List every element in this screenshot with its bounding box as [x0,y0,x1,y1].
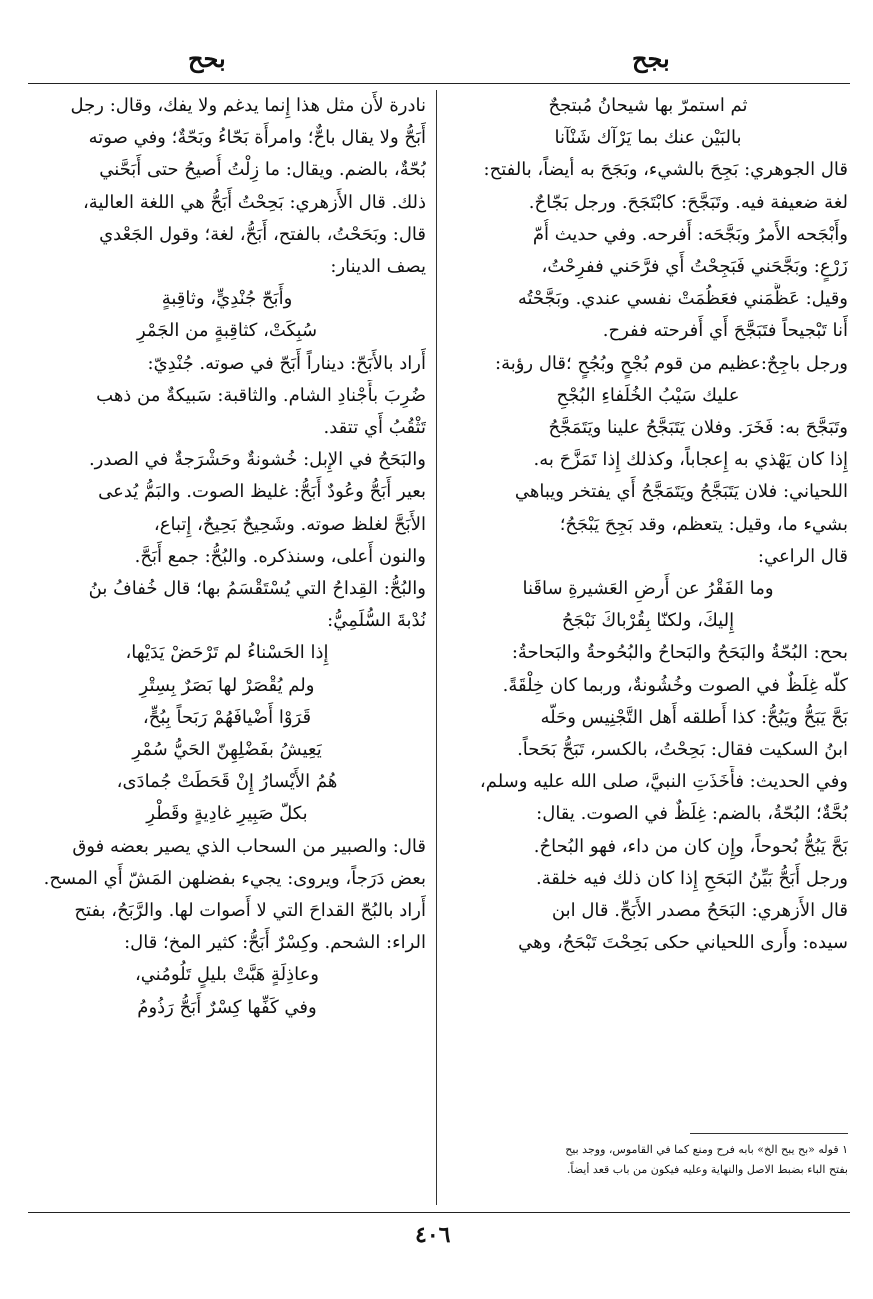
text-line: بُحَّةٌ؛ البُحّةُ، بالضم: غِلَظٌ في الصوت. يقال: [536,803,848,825]
entry-start-line: بحح: البُحّةُ والبَحَحُ والبَحاحُ والبُحُوحةُ والبَحاحةُ: [511,642,848,664]
footnote-rule [690,1133,848,1134]
verse-line: وما الفَقْرُ عن أَرضِ العَشيرةِ ساقَنا [522,578,774,600]
text-line: قال: وبَحَحْتُ، بالفتح، أَبَحُّ، لغة؛ وقول الجَعْدي [99,223,426,245]
footnote-line: بفتح الباء بضبط الاصل والنهاية وعليه فيكون من باب قعد أيضاً. [566,1163,848,1176]
verse-line: بالبَيْن عنك بما يَرْآك شَنْآنا [554,127,742,149]
text-line: ذلك. قال الأَزهري: بَحِحْتُ أَبَحُّ هي اللغة العالية، [82,191,426,213]
verse-line: إِذا الحَسْناءُ لم تَرْحَضْ يَدَيْها، [125,642,329,664]
text-line: ورجل باجِحٌ:عظيم من قوم بُجْحٍ وبُجُحٍ ؛قال رؤبة: [495,352,848,374]
text-line: بَحَّ يَبُحُّ بُحوحاً، وإِن كان من داء، فهو البُحاحُ. [533,835,848,857]
text-line: اللحياني: فلان يَتَبَجَّحُ ويَتَمَجَّحُ أَي يفتخر ويباهي [514,481,848,503]
text-line: وأَبْجَحه الأَمرُ وبَجَّحَه: أَفرحه. وفي حديث أُمّ [532,223,848,245]
text-line: الراء: الشحم. وكِسْرٌ أَبَحُّ: كثير المخ؛ قال: [124,932,426,954]
text-line: زَرْعٍ: وبَجَّحَني فَبَجِحْتُ أَي فرَّحَني ففرِحْتُ، [541,256,848,278]
text-line: ابنُ السكيت فقال: بَحِحْتُ، بالكسر، تَبَحُّ بَحَحاً. [517,739,848,761]
verse-line: وفي كَفِّها كِسْرٌ أَبَحُّ رَذُومُ [137,996,317,1018]
footer-rule [28,1212,850,1213]
text-line: تَثْقُبُ أَي تتقد. [323,417,426,439]
text-line: إِذا كان يَهْذي به إِعجاباً، وكذلك إِذا تَمَزَّحَ به. [533,449,848,471]
text-line: ورجل أَبَحُّ بَيِّنُ البَحَحِ إِذا كان ذلك فيه خلقة. [535,867,848,889]
text-line: وفي الحديث: فأَخَذَتِ النبيَّ، صلى الله عليه وسلم، [479,771,848,793]
text-line: بشيء ما، وقيل: يتعظم، وقد بَجِحَ يَبْجَحُ؛ [559,513,848,535]
verse-line: إِليكَ، ولكنّا بِقُرْباكَ نَبْجَحُ [561,610,735,632]
verse-line: عليك سَيْبُ الخُلَفاءِ البُجْحِ [556,384,740,406]
text-line: نادرة لأَن مثل هذا إِنما يدغم ولا يفك، وقال: رجل [70,95,426,116]
text-line: بعض دَرَجاً، ويروى: يجيء بفضلهن المَشّ أَي المسح. [43,867,426,889]
text-line: والنون أَعلى، وسنذكره. والبُحُّ: جمع أَبَحَّ. [134,545,426,567]
verse-line: بكلّ صَبِيرِ غادِيةٍ وقَطْرِ [146,803,308,825]
column-divider [436,90,437,1205]
page-number: ٤٠٦ [415,1222,451,1248]
text-line: يصف الدينار: [330,256,426,278]
text-line: بُحّةٌ، بالضم. ويقال: ما زِلْتُ أُصيحُ حتى أَبَحَّني [99,159,426,181]
headword-left: بحح [188,44,226,73]
text-line: بَحَّ يَبَحُّ ويَبُحُّ: كذا أَطلقه أَهل التَّجْنِيس وحَلّه [540,706,848,728]
right-column [448,90,848,1205]
text-line: أَبَحُّ ولا يقال باحٌّ؛ وامرأَة بَحّاءُ وبَحّةٌ؛ وفي صوته [88,127,426,149]
text-line: والبُحُّ: القِداحُ التي يُسْتَقْسَمُ بها؛ قال خُفافُ بنُ [88,578,426,600]
text-line: سيده: وأَرى اللحياني حكى بَحِحْتَ تَبْحَحُ، وهي [518,932,848,954]
text-line: وقيل: عَظَّمَني فعَظُمَتْ نفسي عندي. وبَجَّحْتُه [517,288,848,310]
text-line: قال الجوهري: بَجِحَ بالشيء، وبَجَحَ به أيضاً، بالفتح: [483,159,848,181]
text-line: نُدْبةَ السُّلَمِيُّ: [327,610,426,632]
text-line: أَراد بالأَبَحّ: ديناراً أَبَحّ في صوته. جُنْدِيّ: [147,352,426,374]
text-line: أَنا تَبْجيحاً فتَبَجَّحَ أَي أَفرحته ففرح. [602,320,848,342]
text-line: ضُرِبَ بأَجْنادِ الشام. والثاقبة: سَبيكةٌ من ذهب [96,384,426,406]
verse-line: ولم يُقْصَرْ لها بَصَرٌ بِسِتْرِ [139,674,315,696]
verse-line: سُبِكَتْ، كثاقِبةٍ من الجَمْرِ [136,320,318,342]
verse-line: وأَبَحّ جُنْدِيٍّ، وثاقِبةٍ [161,288,293,310]
text-line: قال: والصبير من السحاب الذي يصير بعضه فوق [72,835,426,857]
headword-right: بجح [632,44,670,73]
text-line: قال الأَزهري: البَحَحُ مصدر الأَبَحِّ. قال ابن [551,900,848,922]
verse-line: قَرَوْا أَضْيافَهُمْ رَبَحاً بِبُحٍّ، [142,706,312,728]
text-line: بعير أَبَحُّ وعُودٌ أَبَحُّ: غليظ الصوت. والبَمُّ يُدعى [98,481,426,503]
text-line: لغة ضعيفة فيه. وتَبَجَّحَ: كابْتَجَحَ. ورجل بَجّاحٌ. [528,191,848,213]
text-line: الأَبَحَّ لغلظ صوته. وشَحِيحٌ بَحِيحٌ، إِتباع، [153,513,426,535]
left-column [28,90,426,1205]
header-rule [28,83,850,84]
verse-line: ثم استمرّ بها شيحانُ مُبتجحٌ [548,95,748,116]
text-line: والبَحَحُ في الإِبل: خُشونةٌ وحَشْرَجةٌ في الصدر. [88,449,426,471]
verse-line: وعاذِلَةٍ هَبَّتْ بليلٍ تَلُومُني، [134,964,320,986]
footnote [448,1140,848,1180]
text-line: كلّه غِلَظٌ في الصوت وخُشُونةٌ، وربما كان خِلْقَةً. [502,674,848,696]
text-line: قال الراعي: [757,545,848,567]
text-line: وتَبَجَّحَ به: فَخَرَ. وفلان يَتَبَجَّحُ علينا ويَتَمَجَّحُ [548,417,848,439]
text-line: أَراد بالبُحّ القداحَ التي لا أَصوات لها. والرَّبَحُ، بفتح [74,900,426,922]
verse-line: يَعِيشُ بفَضْلِهِنّ الحَيُّ سُمْرِ [132,739,322,761]
footnote-line: ١ قوله «بح يبح الخ» بابه فرح ومنع كما في القاموس، ووجد بيح [565,1143,848,1156]
verse-line: هُمُ الأَيْسارُ إِنْ قَحَطَتْ جُمادَى، [116,771,338,793]
